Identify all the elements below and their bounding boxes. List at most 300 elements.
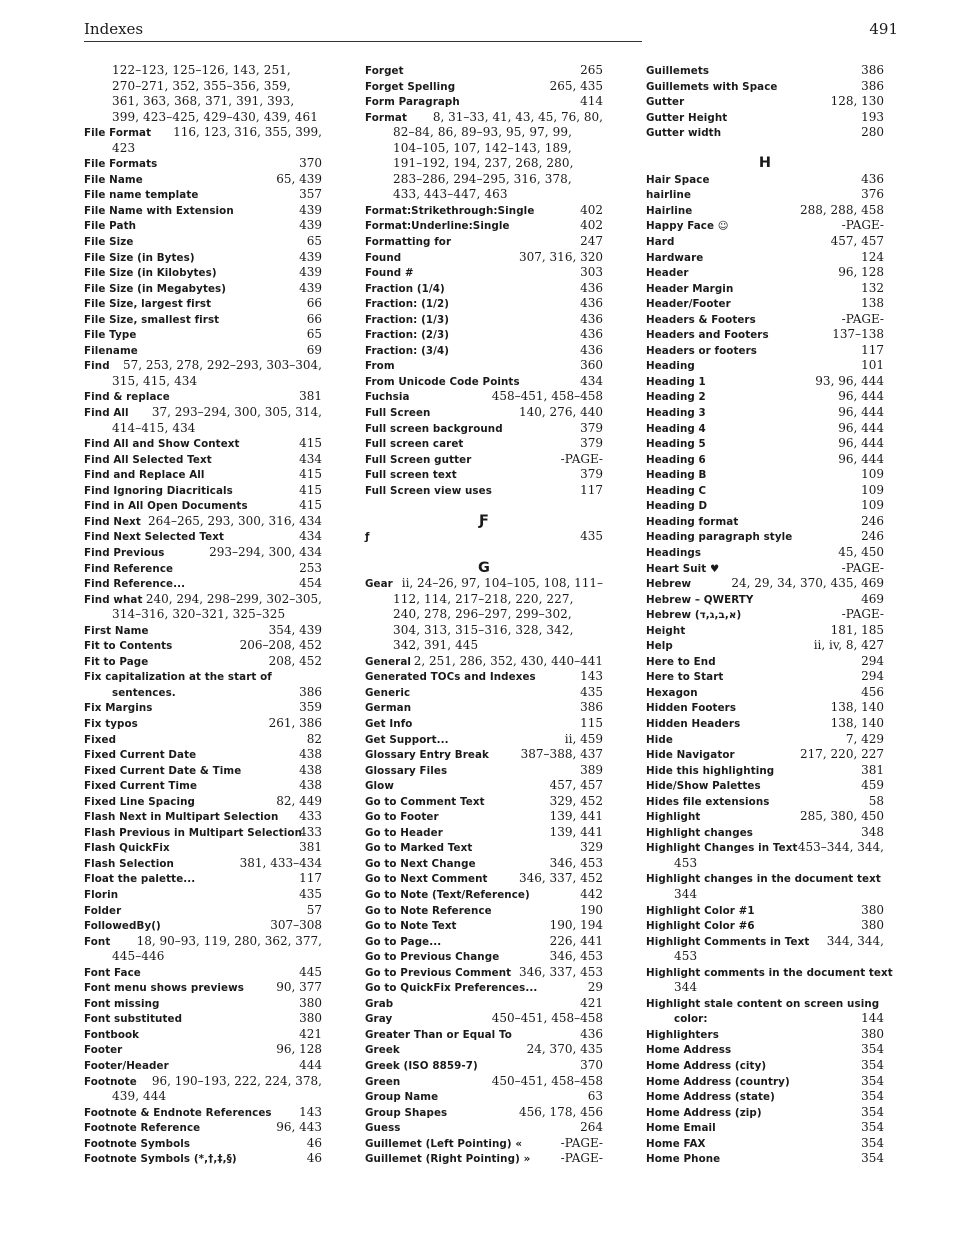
entry-term: Highlighters [646, 1028, 719, 1041]
entry-term: Header/Footer [646, 298, 731, 311]
index-entry [646, 732, 884, 748]
entry-term: Heading [646, 360, 695, 373]
entry-page-refs: 246 [861, 513, 884, 528]
entry-term: Find what [84, 593, 143, 606]
index-entry [84, 498, 322, 514]
index-entry [365, 1011, 603, 1027]
entry-page-refs: 421 [580, 995, 603, 1010]
index-entry [84, 529, 322, 545]
index-entry [365, 856, 603, 872]
entry-term: 344 [674, 886, 698, 901]
index-entry [646, 187, 884, 203]
entry-page-refs: 96, 128 [838, 265, 884, 280]
index-entry [646, 312, 884, 328]
index-entry [646, 125, 884, 141]
entry-page-refs: 46 [306, 1135, 322, 1150]
entry-term: Find Previous [84, 546, 165, 559]
entry-term: Hide this highlighting [646, 764, 775, 777]
entry-page-refs: 450–451, 458–458 [491, 1073, 603, 1088]
index-entry [646, 1105, 884, 1121]
index-entry [365, 63, 603, 79]
entry-term: 344 [674, 980, 698, 995]
index-entry [646, 1042, 884, 1058]
index-entry [84, 1120, 322, 1136]
index-entry [646, 607, 884, 623]
index-entry [84, 576, 322, 592]
entry-page-refs: 294 [861, 669, 884, 684]
entry-term: Home Phone [646, 1153, 721, 1166]
entry-page-refs: 456, 178, 456 [519, 1104, 603, 1119]
index-entry [646, 358, 884, 374]
index-entry-continuation [646, 949, 884, 965]
entry-page-refs: 65 [306, 234, 322, 249]
entry-term: Highlight Color #6 [646, 920, 755, 933]
index-entry [365, 778, 603, 794]
entry-term: Format:Strikethrough:Single [365, 204, 535, 217]
index-entry-continuation [84, 949, 322, 965]
entry-page-refs: 459 [861, 778, 884, 793]
entry-term: Flash Selection [84, 857, 174, 870]
index-entry [646, 1120, 884, 1136]
index-entry [646, 343, 884, 359]
index-entry [365, 732, 603, 748]
index-entry [646, 934, 884, 950]
entry-term: Gutter Height [646, 111, 728, 124]
entry-term: Heading 2 [646, 391, 706, 404]
index-entry [365, 685, 603, 701]
entry-page-refs: 436 [861, 171, 884, 186]
entry-term: Group Name [365, 1091, 439, 1104]
page-number: 491 [869, 20, 898, 38]
entry-page-refs: ii, 24–26, 97, 104–105, 108, 111– [401, 576, 603, 591]
entry-page-refs: 303 [580, 265, 603, 280]
index-entry [84, 1136, 322, 1152]
entry-page-refs: 265, 435 [549, 78, 603, 93]
entry-term: Full Screen gutter [365, 453, 472, 466]
index-entry [646, 654, 884, 670]
entry-term: Fraction: (1/3) [365, 313, 450, 326]
entry-page-refs: 138, 140 [830, 715, 884, 730]
index-entry-continuation [84, 63, 322, 79]
entry-term: Full Screen view uses [365, 484, 492, 497]
entry-page-refs: ii, 459 [564, 731, 603, 746]
index-entry [84, 514, 322, 530]
index-entry [84, 156, 322, 172]
entry-page-refs: 402 [580, 218, 603, 233]
section-spacer [646, 141, 884, 157]
entry-term: Heading paragraph style [646, 531, 793, 544]
entry-term: Fraction (1/4) [365, 282, 445, 295]
index-entry-continuation [84, 79, 322, 95]
index-entry [84, 296, 322, 312]
index-entry [84, 1042, 322, 1058]
index-entry [84, 1105, 322, 1121]
entry-page-refs: 360 [580, 358, 603, 373]
index-entry [84, 732, 322, 748]
entry-term: Fit to Contents [84, 640, 173, 653]
index-entry [646, 1027, 884, 1043]
entry-term: Heading B [646, 469, 707, 482]
entry-term: 445–446 [112, 949, 165, 964]
index-entry [646, 685, 884, 701]
entry-page-refs: 458–451, 458–458 [491, 389, 603, 404]
index-entry [365, 1136, 603, 1152]
entry-term: Full screen caret [365, 438, 464, 451]
letter-heading-text: H [758, 155, 772, 172]
entry-term: File Path [84, 220, 137, 233]
index-entry [365, 483, 603, 499]
entry-page-refs: 415 [299, 482, 322, 497]
entry-page-refs: -PAGE- [841, 311, 884, 326]
index-entry [646, 514, 884, 530]
entry-term: Fontbook [84, 1028, 140, 1041]
entry-page-refs: 143 [580, 669, 603, 684]
entry-page-refs: 96, 444 [838, 405, 884, 420]
index-entry [365, 374, 603, 390]
index-entry [84, 903, 322, 919]
entry-term: Hebrew [646, 578, 692, 591]
entry-term: ƒ [365, 531, 370, 544]
index-entry [84, 669, 322, 685]
entry-term: hairline [646, 189, 692, 202]
entry-term: Found # [365, 267, 414, 280]
index-entry [84, 436, 322, 452]
entry-page-refs: 450–451, 458–458 [491, 1011, 603, 1026]
entry-term: Home Email [646, 1122, 716, 1135]
index-entry [84, 1027, 322, 1043]
entry-page-refs: 380 [299, 1011, 322, 1026]
entry-term: Footnote Symbols [84, 1137, 191, 1150]
entry-term: Folder [84, 904, 122, 917]
entry-page-refs: 387–388, 437 [520, 747, 603, 762]
entry-page-refs: 354 [861, 1058, 884, 1072]
letter-heading [365, 514, 603, 530]
entry-term: Heading format [646, 515, 739, 528]
entry-term: Highlight Comments in Text [646, 935, 810, 948]
entry-term: Go to Previous Comment [365, 966, 512, 979]
entry-term: 104–105, 107, 142–143, 189, [393, 140, 572, 155]
entry-term: Fixed Current Time [84, 780, 198, 793]
entry-page-refs: 354 [861, 1073, 884, 1088]
entry-term: Find All Selected Text [84, 453, 212, 466]
entry-page-refs: 285, 380, 450 [800, 809, 884, 824]
entry-page-refs: 226, 441 [549, 933, 603, 948]
entry-term: Form Paragraph [365, 96, 460, 109]
index-entry [84, 809, 322, 825]
index-entry [84, 871, 322, 887]
entry-term: Full screen text [365, 469, 457, 482]
entry-term: Glossary Entry Break [365, 749, 490, 762]
index-entry [646, 1074, 884, 1090]
entry-term: Hebrew (א,ב,ג,ד) [646, 609, 742, 622]
entry-term: Group Shapes [365, 1106, 448, 1119]
entry-term: Home FAX [646, 1137, 706, 1150]
entry-page-refs: 359 [299, 700, 322, 715]
entry-page-refs: 354 [861, 1120, 884, 1135]
index-entry [365, 1120, 603, 1136]
index-entry [646, 234, 884, 250]
entry-page-refs: 444 [299, 1058, 322, 1072]
entry-page-refs: 454 [299, 576, 322, 591]
entry-page-refs: 414 [580, 94, 603, 109]
entry-term: Full Screen [365, 407, 431, 420]
index-entry [84, 980, 322, 996]
entry-page-refs: 380 [861, 902, 884, 917]
entry-page-refs: 109 [861, 467, 884, 482]
entry-term: Fix typos [84, 717, 138, 730]
entry-term: File Size [84, 236, 134, 249]
entry-page-refs: 307, 316, 320 [519, 249, 603, 264]
entry-term: Highlight stale content on screen using [646, 997, 880, 1010]
entry-term: Home Address (country) [646, 1075, 790, 1088]
entry-term: Generated TOCs and Indexes [365, 671, 536, 684]
index-entry [365, 203, 603, 219]
index-entry [84, 545, 322, 561]
entry-term: Headers and Footers [646, 329, 769, 342]
entry-page-refs: 37, 293–294, 300, 305, 314, [151, 405, 322, 420]
index-entry [84, 1074, 322, 1090]
entry-page-refs: 386 [861, 63, 884, 77]
entry-term: Formatting for [365, 236, 452, 249]
index-entry [84, 965, 322, 981]
entry-page-refs: 346, 453 [549, 855, 603, 870]
entry-term: 399, 423–425, 429–430, 439, 461 [112, 109, 318, 124]
index-entry [365, 1074, 603, 1090]
entry-page-refs: 253 [299, 560, 322, 575]
entry-page-refs: 379 [580, 467, 603, 482]
entry-term: 112, 114, 217–218, 220, 227, [393, 591, 574, 606]
entry-page-refs: 58 [868, 793, 884, 808]
index-entry [365, 996, 603, 1012]
entry-page-refs: 63 [587, 1089, 603, 1104]
entry-page-refs: 24, 370, 435 [526, 1042, 603, 1057]
index-entry [646, 79, 884, 95]
index-entry [646, 700, 884, 716]
index-entry [646, 1011, 884, 1027]
index-entry [84, 312, 322, 328]
entry-page-refs: 438 [299, 762, 322, 777]
entry-term: sentences. [112, 686, 176, 699]
entry-page-refs: 435 [580, 529, 603, 544]
entry-page-refs: 354 [861, 1042, 884, 1057]
index-entry [646, 498, 884, 514]
entry-term: Footer/Header [84, 1060, 169, 1072]
entry-term: 414–415, 434 [112, 420, 196, 435]
index-column-1 [84, 63, 322, 1167]
entry-term: Gray [365, 1013, 393, 1026]
entry-term: Heading 5 [646, 438, 706, 451]
entry-page-refs: 436 [580, 327, 603, 342]
entry-page-refs: 354 [861, 1089, 884, 1104]
entry-page-refs: 264–265, 293, 300, 316, 434 [148, 513, 322, 528]
entry-term: Greek [365, 1044, 400, 1057]
index-entry [646, 281, 884, 297]
index-entry [365, 887, 603, 903]
entry-page-refs: 457, 457 [830, 234, 884, 249]
index-entry [646, 529, 884, 545]
entry-term: 453 [674, 949, 698, 964]
index-entry [646, 716, 884, 732]
entry-term: File Formats [84, 158, 158, 171]
entry-term: Glossary Files [365, 764, 448, 777]
entry-page-refs: 329, 452 [549, 793, 603, 808]
entry-page-refs: 346, 337, 453 [519, 964, 603, 979]
section-spacer [365, 498, 603, 514]
entry-page-refs: 280 [861, 125, 884, 140]
index-entry-continuation [646, 980, 884, 996]
entry-term: Find Reference [84, 562, 174, 575]
entry-term: Greater Than or Equal To [365, 1028, 512, 1041]
entry-term: 191–192, 194, 237, 268, 280, [393, 156, 574, 171]
letter-heading-text: Ƒ [478, 512, 489, 529]
entry-term: Heading C [646, 484, 707, 497]
index-entry-continuation [84, 141, 322, 157]
entry-page-refs: 265 [580, 63, 603, 77]
entry-term: Highlight Color #1 [646, 904, 755, 917]
entry-page-refs: 96, 190–193, 222, 224, 378, [151, 1073, 322, 1088]
index-entry [365, 296, 603, 312]
entry-term: Go to Page... [365, 935, 442, 948]
entry-term: Fixed [84, 733, 117, 746]
index-entry [646, 1058, 884, 1074]
entry-page-refs: 139, 441 [549, 809, 603, 824]
entry-term: File Format [84, 127, 152, 140]
entry-page-refs: 434 [299, 451, 322, 466]
entry-term: Find Next [84, 515, 141, 528]
index-entry [84, 763, 322, 779]
entry-term: Find in All Open Documents [84, 500, 248, 513]
index-entry [365, 825, 603, 841]
index-entry [84, 638, 322, 654]
entry-page-refs: 433 [299, 809, 322, 824]
index-entry-continuation [365, 187, 603, 203]
entry-page-refs: 381 [861, 762, 884, 777]
entry-page-refs: 436 [580, 311, 603, 326]
entry-page-refs: 348 [861, 824, 884, 839]
index-entry [84, 778, 322, 794]
index-entry [84, 825, 322, 841]
index-entry [646, 265, 884, 281]
index-entry [365, 234, 603, 250]
entry-page-refs: 208, 452 [268, 653, 322, 668]
entry-term: Grab [365, 997, 394, 1010]
entry-term: Footnote Reference [84, 1122, 201, 1135]
entry-page-refs: 346, 337, 452 [519, 871, 603, 886]
entry-term: Hebrew – QWERTY [646, 593, 754, 606]
entry-page-refs: 57, 253, 278, 292–293, 303–304, [122, 358, 322, 373]
entry-term: Find Reference... [84, 578, 186, 591]
index-entry [646, 778, 884, 794]
index-entry [365, 1151, 603, 1167]
index-entry [646, 638, 884, 654]
entry-page-refs: 117 [299, 871, 322, 886]
entry-term: Flash Next in Multipart Selection [84, 811, 279, 824]
index-entry [646, 918, 884, 934]
entry-term: German [365, 702, 412, 715]
entry-page-refs: 439 [299, 202, 322, 217]
entry-page-refs: 442 [580, 886, 603, 901]
entry-term: Font menu shows previews [84, 982, 244, 995]
entry-page-refs: 456 [861, 684, 884, 699]
entry-term: File Size (in Kilobytes) [84, 267, 217, 280]
entry-term: Footnote Symbols (*,†,‡,§) [84, 1153, 237, 1166]
entry-term: 433, 443–447, 463 [393, 187, 508, 202]
entry-term: Fraction: (1/2) [365, 298, 450, 311]
index-entry [84, 389, 322, 405]
section-spacer [365, 545, 603, 561]
entry-term: File name template [84, 189, 199, 202]
entry-page-refs: 246 [861, 529, 884, 544]
entry-page-refs: 439 [299, 280, 322, 295]
entry-term: Go to Next Comment [365, 873, 488, 886]
entry-page-refs: 140, 276, 440 [519, 405, 603, 420]
index-entry [84, 934, 322, 950]
entry-term: Home Address (state) [646, 1091, 775, 1104]
index-entry [365, 452, 603, 468]
entry-page-refs: ii, iv, 8, 427 [813, 638, 884, 653]
entry-term: Found [365, 251, 402, 264]
entry-page-refs: 138 [861, 296, 884, 311]
entry-page-refs: 96, 444 [838, 451, 884, 466]
header-rule [84, 41, 642, 42]
index-entry-continuation [84, 374, 322, 390]
entry-term: Font Face [84, 966, 141, 979]
entry-page-refs: -PAGE- [841, 560, 884, 575]
entry-page-refs: 2, 251, 286, 352, 430, 440–441 [413, 653, 603, 668]
entry-page-refs: 380 [861, 1026, 884, 1041]
entry-term: Fixed Current Date & Time [84, 764, 242, 777]
entry-page-refs: 128, 130 [830, 94, 884, 109]
entry-term: Go to Footer [365, 811, 439, 824]
entry-term: Guillemets with Space [646, 80, 778, 93]
entry-term: Go to Next Change [365, 857, 476, 870]
index-entry [365, 669, 603, 685]
index-entry [365, 250, 603, 266]
entry-term: Gear [365, 578, 393, 591]
entry-term: 439, 444 [112, 1089, 167, 1104]
index-entry-continuation [646, 887, 884, 903]
entry-term: Go to Marked Text [365, 842, 473, 855]
entry-page-refs: 354, 439 [268, 622, 322, 637]
entry-term: Hidden Headers [646, 717, 741, 730]
entry-term: Home Address (city) [646, 1060, 767, 1072]
entry-term: 423 [112, 140, 136, 155]
entry-term: Find and Replace All [84, 469, 205, 482]
index-entry-continuation [365, 623, 603, 639]
entry-page-refs: 381 [299, 389, 322, 404]
entry-page-refs: 109 [861, 498, 884, 513]
entry-page-refs: 206–208, 452 [239, 638, 322, 653]
index-entry [84, 250, 322, 266]
entry-page-refs: 124 [861, 249, 884, 264]
index-entry [646, 669, 884, 685]
index-entry [84, 887, 322, 903]
index-entry [646, 1089, 884, 1105]
entry-term: Hide [646, 733, 673, 746]
entry-page-refs: 386 [861, 78, 884, 93]
entry-term: Guillemets [646, 65, 710, 77]
entry-term: 361, 363, 368, 371, 391, 393, [112, 94, 295, 109]
entry-term: Get Info [365, 717, 413, 730]
index-entry [646, 374, 884, 390]
entry-term: Flash Previous in Multipart Selection [84, 826, 303, 839]
entry-page-refs: 101 [861, 358, 884, 373]
index-entry [84, 343, 322, 359]
entry-term: 122–123, 125–126, 143, 251, [112, 63, 291, 77]
index-entry [84, 405, 322, 421]
entry-term: Hidden Footers [646, 702, 737, 715]
entry-term: Get Support... [365, 733, 449, 746]
